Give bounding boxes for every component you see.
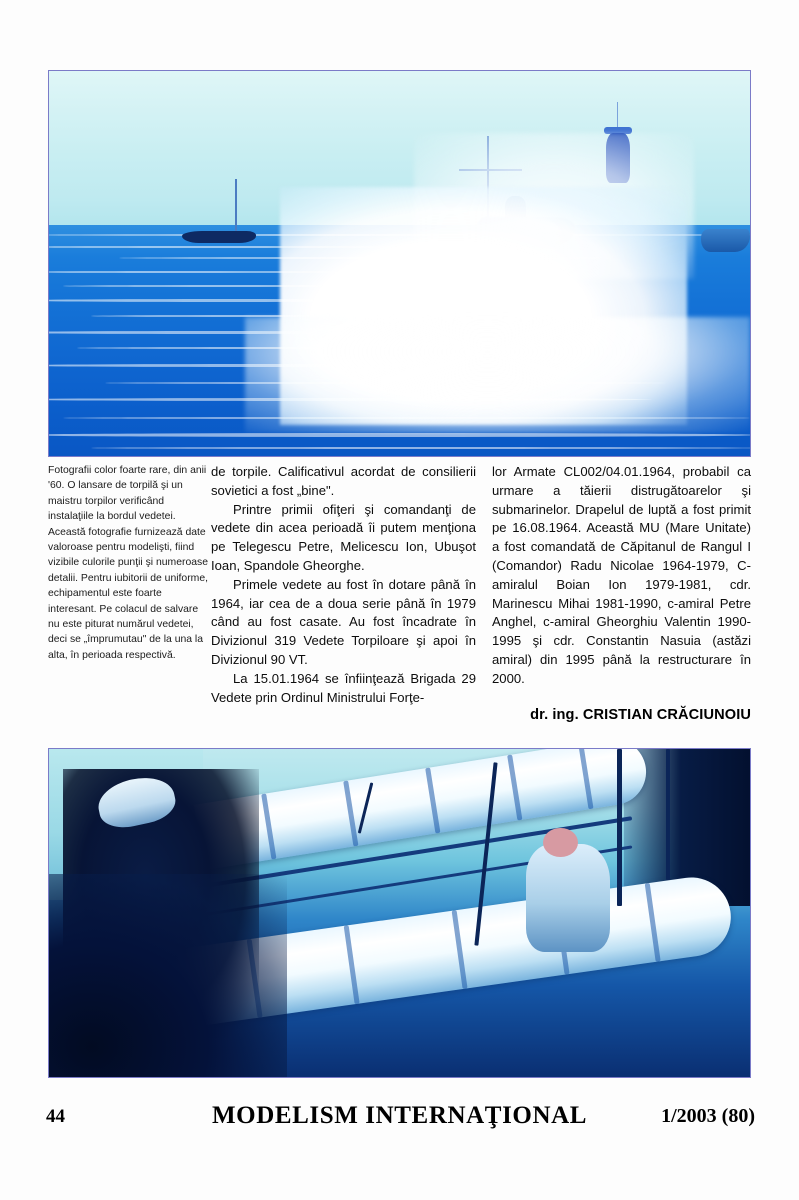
photo-top-scene	[49, 71, 750, 456]
right-torpedo-boat	[701, 229, 750, 252]
footer-magazine-title: MODELISM INTERNAŢIONAL	[211, 1102, 588, 1129]
wake-foam	[245, 317, 750, 433]
dark-foreground-shadow	[49, 874, 287, 1077]
page-footer	[0, 1100, 799, 1140]
photo-caption-column	[48, 463, 208, 663]
article-column-middle	[211, 463, 476, 707]
paragraph: lor Armate CL002/04.01.1964, probabil ca urmare a tăierii distrugătoarelor şi submarinelor. Drapelul de luptă a fost primit pe 16.08.1964. Această MU (Mare Unitate) a fost comandată de Căpitanul de Rangul I (Comandor) Radu Nicolae 1964-1979, C-amiralul Boian Ion 1979-1981, cdr. Marinescu Mihai 1981-1990, c-amiral Petre Anghel, c-amiral Gheorghiu Valentin 1990-1995 şi cdr. Constantin Nasuia (astăzi amiral) din 1995 până la restructurare în 2000.	[492, 464, 751, 686]
torpedo-launch-photo	[48, 70, 751, 457]
author-byline: dr. ing. CRISTIAN CRĂCIUNOIU	[530, 707, 751, 723]
paragraph: Primele vedete au fost în dotare până în 1964, iar cea de a doua serie până în 1979 când au fost casate. Au fost încadrate în Divizionul 319 Vedete Torpiloare şi apoi în Divizionul 90 VT.	[211, 576, 476, 667]
photo-bottom-scene	[49, 749, 750, 1077]
paragraph: de torpile. Calificativul acordat de consilierii sovietici a fost „bine".	[211, 464, 476, 498]
paragraph: Printre primii ofiţeri şi comandanţi de vedete din acea perioadă îi putem menţiona pe Telegescu Petre, Melicescu Ion, Ubuşot Ioan, Spandole Gheorghe.	[211, 501, 476, 573]
footer-issue-number: 1/2003 (80)	[661, 1105, 755, 1127]
article-text-block	[48, 463, 751, 735]
torpedo-tubes-deck-photo	[48, 748, 751, 1078]
far-torpedo-boat	[182, 231, 256, 243]
footer-page-number: 44	[46, 1106, 65, 1127]
deck-post-far-right	[666, 749, 670, 880]
article-column-right	[492, 463, 751, 689]
far-boat-mast	[235, 179, 237, 233]
sailor-background-body	[526, 844, 610, 952]
deck-post-right	[617, 749, 622, 906]
paragraph: La 15.01.1964 se înfiinţează Brigada 29 Vedete prin Ordinul Ministrului Forţe-	[211, 670, 476, 705]
photo-caption-text: Fotografii color foarte rare, din anii '60. O lansare de torpilă şi un maistru torpilor verificând instalaţiile la bordul vedetei. Această fotografie furnizează date valoroase pentru modelişti, fiind vizibile culorile punţii şi numeroase detalii. Pentru iubitorii de uniforme, echipamentul este foarte interesant. Pe colacul de salvare nu este piturat numărul vedetei, deci se „împrumutau" de la una la alta, în perioada respectivă.	[48, 465, 208, 661]
